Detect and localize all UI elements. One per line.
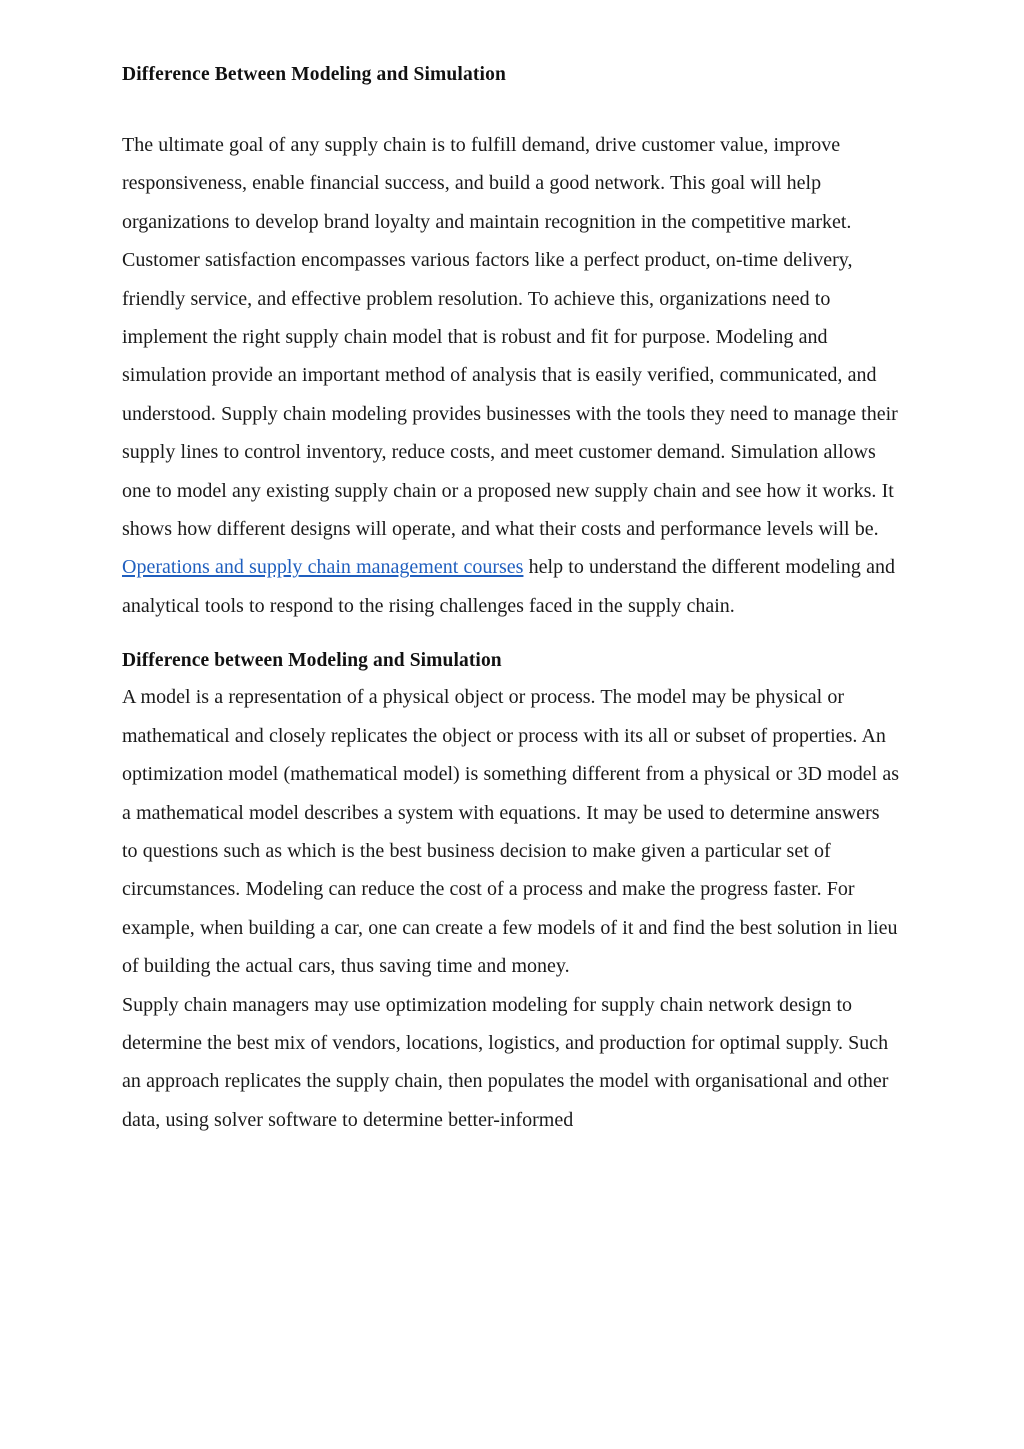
supply-chain-managers-paragraph: Supply chain managers may use optimization modeling for supply chain network design to determine the best mix of vendors, locations, logistics, and production for optimal supply. Such an approach replicates the supply chain, then populates the model with organisational and other data, using solver software to determine better-informed: [122, 993, 889, 1131]
page-title: Difference Between Modeling and Simulation: [122, 64, 506, 85]
model-definition-paragraph: A model is a representation of a physical object or process. The model may be physical or mathematical and closely replicates the object or process with its all or subset of properties. An optimization model (mathematical model) is something different from a physical or 3D model as a mathematical model describes a system with equations. It may be used to determine answers to questions such as which is the best business decision to make given a particular set of circumstances. Modeling can reduce the cost of a process and make the progress faster. For example, when building a car, one can create a few models of it and find the best solution in lieu of building the actual cars, thus saving time and money.: [122, 686, 900, 978]
intro-paragraph: [122, 126, 900, 625]
operations-supply-chain-courses-link[interactable]: Operations and supply chain management courses: [122, 556, 524, 579]
intro-paragraph-part-b: This goal will help organizations to develop brand loyalty and maintain recognition in the competitive market. Customer satisfaction encompasses various factors like a perfect product, on-time delivery, friendly service, and effective problem resolution. To achieve this, organizations need to implement the right supply chain model that is robust and fit for purpose. Modeling and simulation provide an important method of analysis that is easily verified, communicated, and understood. Supply chain modeling provides businesses with the tools they need to manage their supply lines to control inventory, reduce costs, and meet customer demand. Simulation allows one to model any existing supply chain or a proposed new supply chain and see how it works. It shows how different designs will operate, and what their costs and performance levels will be.: [122, 172, 898, 541]
sub-heading-section: [122, 646, 900, 985]
section-heading-difference: Difference between Modeling and Simulation: [122, 650, 502, 672]
intro-paragraph-part-c: help to understand the different modeling and analytical tools to respond to the rising challenges faced in the supply chain.: [122, 556, 895, 617]
title-spacer: [122, 88, 900, 126]
intro-paragraph-part-a: The ultimate goal of any supply chain is to fulfill demand, drive customer value, improve responsiveness, enable financial success, and build a good network.: [122, 134, 841, 195]
